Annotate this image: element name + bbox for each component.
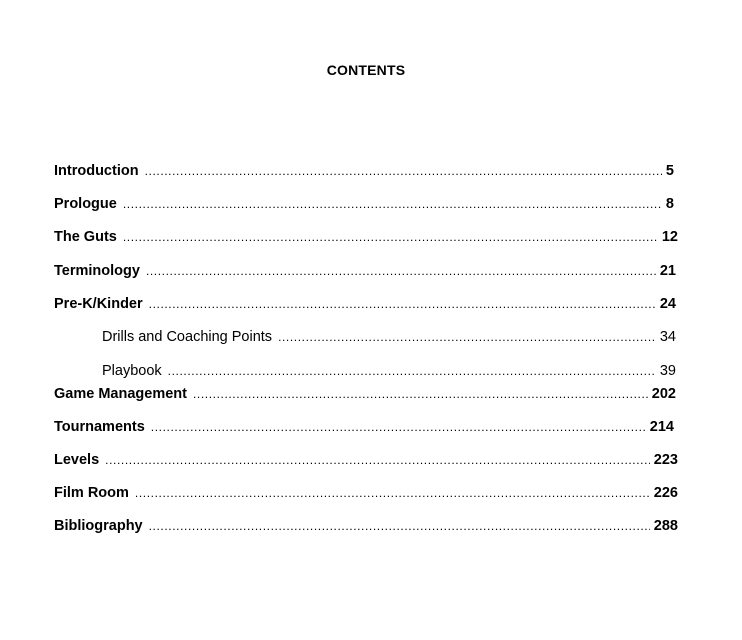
toc-entry-title: Bibliography bbox=[54, 518, 143, 534]
toc-entry-page: 5 bbox=[665, 163, 674, 179]
toc-entry-bibliography[interactable] bbox=[54, 517, 678, 535]
toc-entry-page: 202 bbox=[651, 386, 676, 402]
toc-entry-page: 12 bbox=[661, 229, 678, 245]
toc-entry-title: The Guts bbox=[54, 229, 117, 245]
toc-entry-title: Levels bbox=[54, 452, 100, 468]
toc-entry-levels[interactable] bbox=[54, 451, 678, 469]
dot-leader bbox=[149, 517, 650, 535]
dot-leader bbox=[135, 484, 650, 502]
dot-leader bbox=[149, 295, 656, 313]
dot-leader bbox=[123, 228, 658, 246]
toc-entry-pre-k-kinder[interactable] bbox=[54, 295, 676, 313]
dot-leader bbox=[168, 362, 656, 380]
page-title: CONTENTS bbox=[326, 62, 406, 78]
toc-entry-game-management[interactable] bbox=[54, 385, 676, 403]
toc-entry-title: Pre-K/Kinder bbox=[54, 296, 143, 312]
toc-entry-terminology[interactable] bbox=[54, 262, 676, 280]
toc-entry-title: Prologue bbox=[54, 196, 117, 212]
toc-entry-page: 21 bbox=[659, 263, 676, 279]
toc-entry-title: Tournaments bbox=[54, 419, 145, 435]
toc-entry-introduction[interactable] bbox=[54, 162, 674, 180]
dot-leader bbox=[123, 195, 662, 213]
dot-leader bbox=[105, 451, 650, 469]
toc-entry-page: 39 bbox=[659, 363, 676, 379]
toc-entry-page: 8 bbox=[665, 196, 674, 212]
dot-leader bbox=[278, 328, 656, 346]
toc-entry-page: 24 bbox=[659, 296, 676, 312]
toc-entry-title: Film Room bbox=[54, 485, 129, 501]
toc-entry-film-room[interactable] bbox=[54, 484, 678, 502]
toc-entry-page: 34 bbox=[659, 329, 676, 345]
toc-entry-the-guts[interactable] bbox=[54, 228, 678, 246]
toc-entry-prologue[interactable] bbox=[54, 195, 674, 213]
toc-entry-title: Introduction bbox=[54, 163, 139, 179]
toc-entry-page: 214 bbox=[649, 419, 674, 435]
toc-entry-drills-and-coaching-points[interactable] bbox=[102, 328, 676, 346]
toc-entry-title: Drills and Coaching Points bbox=[102, 329, 273, 345]
toc-entry-page: 223 bbox=[653, 452, 678, 468]
toc-entry-title: Playbook bbox=[102, 363, 162, 379]
toc-entry-playbook[interactable] bbox=[102, 362, 676, 380]
toc-entry-title: Game Management bbox=[54, 386, 187, 402]
toc-entry-tournaments[interactable] bbox=[54, 418, 674, 436]
dot-leader bbox=[193, 385, 648, 403]
dot-leader bbox=[145, 162, 662, 180]
toc-entry-title: Terminology bbox=[54, 263, 140, 279]
dot-leader bbox=[146, 262, 656, 280]
toc-entry-page: 226 bbox=[653, 485, 678, 501]
dot-leader bbox=[151, 418, 646, 436]
toc-entry-page: 288 bbox=[653, 518, 678, 534]
